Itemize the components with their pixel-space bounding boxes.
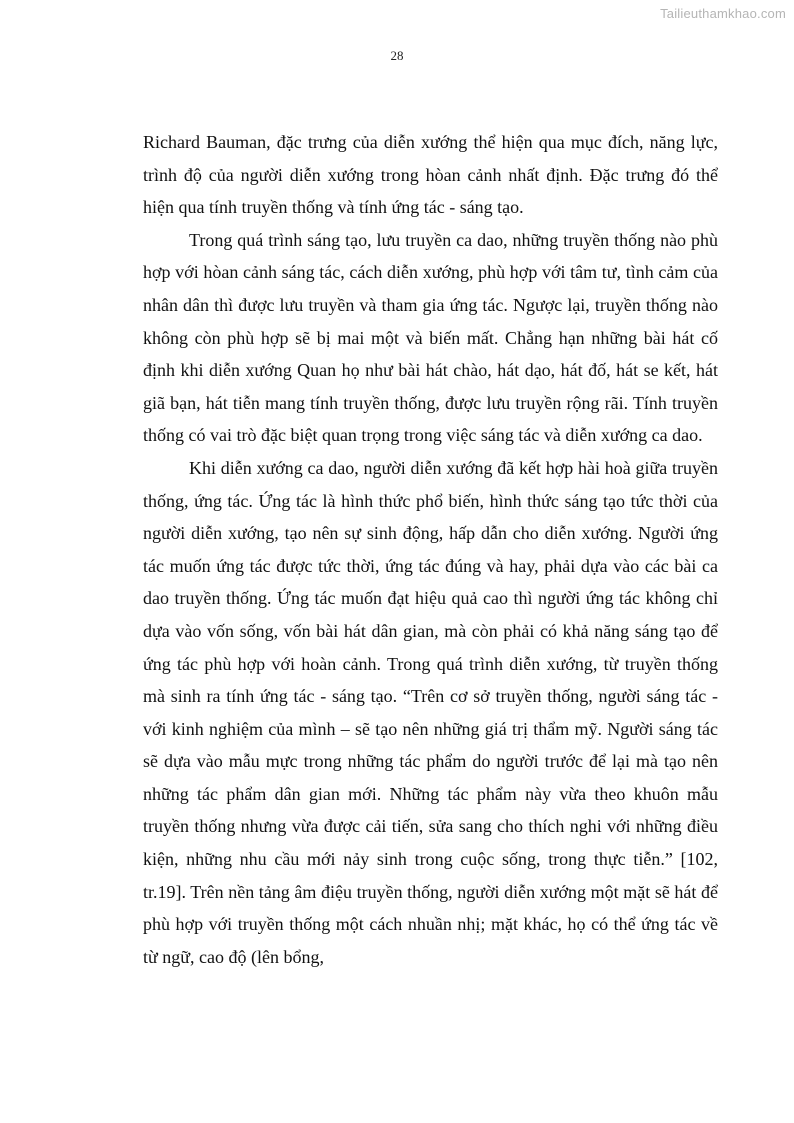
paragraph-traditions: Trong quá trình sáng tạo, lưu truyền ca dao, những truyền thống nào phù hợp với hòan cảnh sáng tác, cách diễn xướng, phù hợp với tâm tư, tình cảm của nhân dân thì được lưu truyền và tham gia ứng tác. Ngược lại, truyền thống nào không còn phù hợp sẽ bị mai một và biến mất. Chẳng hạn những bài hát cố định khi diễn xướng Quan họ như bài hát chào, hát dạo, hát đố, hát se kết, hát giã bạn, hát tiễn mang tính truyền thống, được lưu truyền rộng rãi. Tính truyền thống có vai trò đặc biệt quan trọng trong việc sáng tác và diễn xướng ca dao.: [143, 229, 718, 446]
watermark: Tailieuthamkhao.com: [660, 6, 786, 21]
page-number: 28: [390, 48, 404, 63]
body-text: [143, 126, 718, 973]
paragraph-continuation: Richard Bauman, đặc trưng của diễn xướng thể hiện qua mục đích, năng lực, trình độ của người diễn xướng trong hòan cảnh nhất định. Đặc trưng đó thể hiện qua tính truyền thống và tính ứng tác - sáng tạo.: [143, 132, 718, 218]
paragraph-improvisation: Khi diễn xướng ca dao, người diễn xướng đã kết hợp hài hoà giữa truyền thống, ứng tác. Ứng tác là hình thức phổ biến, hình thức sáng tạo tức thời của người diễn xướng, tạo nên sự sinh động, hấp dẫn cho diễn xướng. Người ứng tác muốn ứng tác được tức thời, ứng tác đúng và hay, phải dựa vào các bài ca dao truyền thống. Ứng tác muốn đạt hiệu quả cao thì người ứng tác không chỉ dựa vào vốn sống, vốn bài hát dân gian, mà còn phải có khả năng sáng tạo để ứng tác phù hợp với hoàn cảnh. Trong quá trình diễn xướng, từ truyền thống mà sinh ra tính ứng tác - sáng tạo. “Trên cơ sở truyền thống, người sáng tác - với kinh nghiệm của mình – sẽ tạo nên những giá trị thẩm mỹ. Người sáng tác sẽ dựa vào mẫu mực trong những tác phẩm do người trước để lại mà tạo nên những tác phẩm dân gian mới. Những tác phẩm này vừa theo khuôn mẫu truyền thống nhưng vừa được cải tiến, sửa sang cho thích nghi với những điều kiện, những nhu cầu mới nảy sinh trong cuộc sống, trong thực tiễn.” [102, tr.19]. Trên nền tảng âm điệu truyền thống, người diễn xướng một mặt sẽ hát để phù hợp với truyền thống một cách nhuần nhị; mặt khác, họ có thể ứng tác về từ ngữ, cao độ (lên bổng,: [143, 457, 718, 967]
